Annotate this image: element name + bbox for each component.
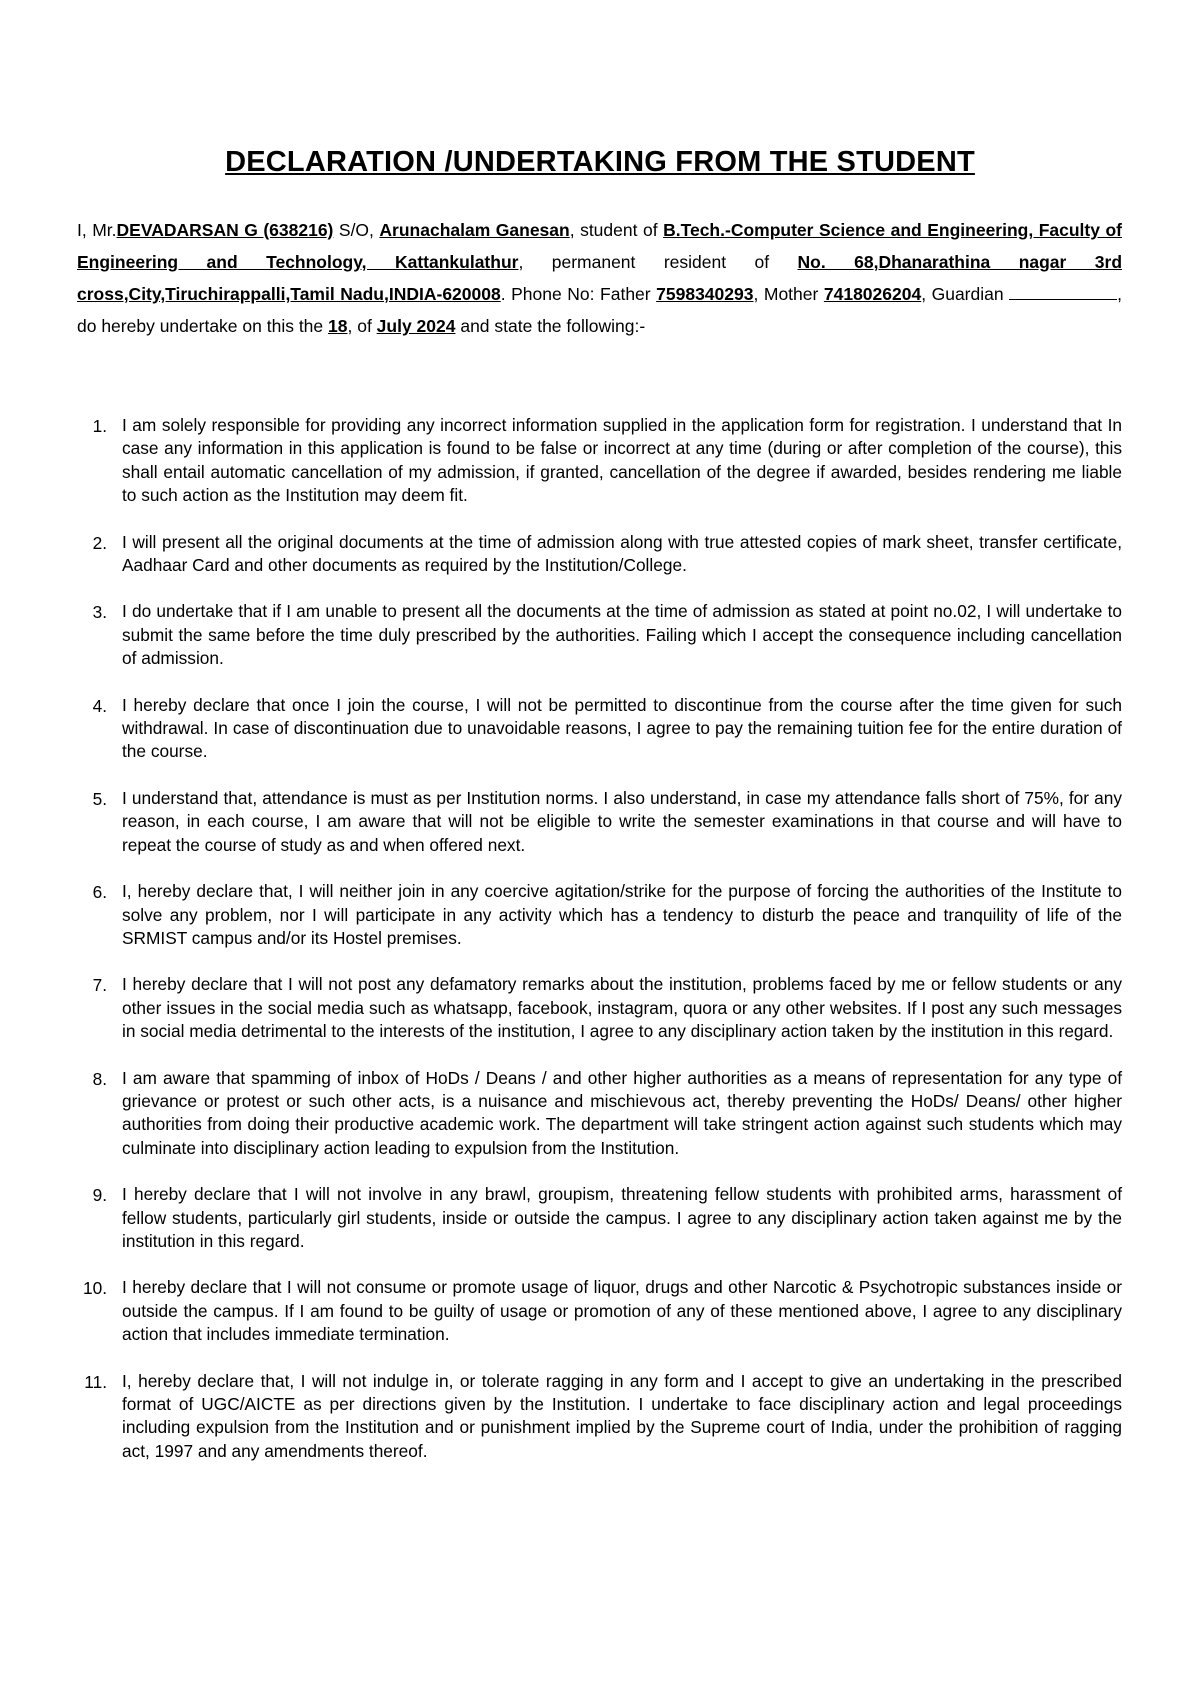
item-number: 4. xyxy=(92,695,107,716)
intro-text: , Guardian xyxy=(921,284,1010,304)
item-text: I, hereby declare that, I will not indulge in, or tolerate ragging in any form and I accept to give an undertaking in the prescribed format of UGC/AICTE as per directions given by the Institution. I undertake to face disciplinary action and legal proceedings including expulsion from the Institution and or punishment implied by the Supreme court of India, under the prohibition of ragging act, 1997 and any amendments thereof. xyxy=(122,1370,1122,1461)
item-text: I hereby declare that I will not post any defamatory remarks about the institution, problems faced by me or fellow students or any other issues in the social media such as whatsapp, facebook, instagram, quora or any other websites. If I post any such messages in social media detrimental to the interests of the institution, I agree to any disciplinary action taken by the institution in this regard. xyxy=(122,974,1122,1042)
intro-text: , of xyxy=(347,316,377,336)
intro-text: , do hereby undertake on this the xyxy=(77,284,1122,336)
intro-text: S/O, xyxy=(333,220,380,240)
item-number: 2. xyxy=(92,532,107,553)
item-number: 11. xyxy=(84,1371,107,1392)
item-number: 10. xyxy=(82,1278,107,1299)
list-item xyxy=(77,694,1122,764)
intro-text: I, Mr. xyxy=(77,220,117,240)
item-text: I hereby declare that I will not involve in any brawl, groupism, threatening fellow students with prohibited arms, harassment of fellow students, particularly girl students, inside or outside the campus. I agree to any disciplinary action taken against me by the institution in this regard. xyxy=(122,1184,1122,1251)
item-text: I do undertake that if I am unable to present all the documents at the time of admission as stated at point no.02, I will undertake to submit the same before the time duly prescribed by the authorities. Failing which I accept the consequence including cancellation of admission. xyxy=(122,601,1122,669)
mother-phone: 7418026204 xyxy=(823,284,922,304)
item-text: I understand that, attendance is must as per Institution norms. I also understand, in case my attendance falls short of 75%, for any reason, in each course, I am aware that will not be eligible to write the semester examinations in that course and will have to repeat the course of study as and when offered next. xyxy=(122,787,1122,855)
item-number: 3. xyxy=(92,602,107,623)
item-text: I hereby declare that once I join the course, I will not be permitted to discontinue from the course after the time given for such withdrawal. In case of discontinuation due to unavoidable reasons, I agree to pay the remaining tuition fee for the entire duration of the course. xyxy=(122,694,1122,762)
permanent-address: No. 68,Dhanarathina nagar 3rd cross,City,Tiruchirappalli,Tamil Nadu,INDIA-620008 xyxy=(77,252,1123,304)
intro-text: , Mother xyxy=(753,284,824,304)
list-item xyxy=(77,600,1122,670)
list-item xyxy=(77,1183,1122,1253)
intro-text: . Phone No: Father xyxy=(500,284,657,304)
programme-name: B.Tech.-Computer Science and Engineering, Faculty of Engineering and Technology, Kattankulathur xyxy=(77,220,1122,272)
item-number: 5. xyxy=(92,788,107,809)
item-number: 6. xyxy=(92,882,107,903)
item-text: I am solely responsible for providing any incorrect information supplied in the application form for registration. I understand that In case any information in this application is found to be false or incorrect at any time (during or after completion of the course), this shall entail automatic cancellation of my admission, if granted, cancellation of the degree if awarded, besides rendering me liable to such action as the Institution may deem fit. xyxy=(122,415,1122,506)
item-text: I am aware that spamming of inbox of HoDs / Deans / and other higher authorities as a means of representation for any type of grievance or protest or such other acts, is a nuisance and mischievous act, thereby preventing the HoDs/ Deans/ other higher authorities from doing their productive academic work. The department will take stringent action against such students which may culminate into disciplinary action leading to expulsion from the Institution. xyxy=(122,1067,1122,1158)
intro-paragraph xyxy=(77,214,1122,342)
list-item xyxy=(77,787,1122,857)
item-text: I, hereby declare that, I will neither join in any coercive agitation/strike for the purpose of forcing the authorities of the Institute to solve any problem, nor I will participate in any activity which has a tendency to disturb the peace and tranquility of life of the SRMIST campus and/or its Hostel premises. xyxy=(122,881,1122,948)
guardian-blank-line xyxy=(1009,285,1117,300)
intro-text: , permanent resident of xyxy=(518,252,798,272)
document-title: DECLARATION /UNDERTAKING FROM THE STUDENT xyxy=(225,146,975,178)
undertaking-list xyxy=(77,414,1122,1486)
list-item xyxy=(77,1067,1122,1161)
list-item xyxy=(77,1276,1122,1346)
list-item xyxy=(77,973,1122,1043)
list-item xyxy=(77,414,1122,508)
declaration-month-year: July 2024 xyxy=(376,316,456,336)
intro-text: , student of xyxy=(569,220,664,240)
father-phone: 7598340293 xyxy=(656,284,754,304)
list-item xyxy=(77,1370,1122,1464)
item-number: 7. xyxy=(92,975,107,996)
item-text: I hereby declare that I will not consume or promote usage of liquor, drugs and other Narcotic & Psychotropic substances inside or outside the campus. If I am found to be guilty of usage or promotion of any of these mentioned above, I agree to any disciplinary action that includes immediate termination. xyxy=(122,1277,1122,1345)
item-number: 9. xyxy=(92,1185,107,1206)
student-name: DEVADARSAN G (638216) xyxy=(116,220,334,240)
list-item xyxy=(77,880,1122,950)
intro-text: and state the following:- xyxy=(455,316,646,336)
list-item xyxy=(77,531,1122,578)
item-text: I will present all the original documents at the time of admission along with true attested copies of mark sheet, transfer certificate, Aadhaar Card and other documents as required by the Institution/College. xyxy=(122,531,1122,576)
declaration-day: 18 xyxy=(328,316,348,336)
parent-name: Arunachalam Ganesan xyxy=(379,220,570,240)
item-number: 1. xyxy=(92,416,107,436)
item-number: 8. xyxy=(92,1068,107,1089)
